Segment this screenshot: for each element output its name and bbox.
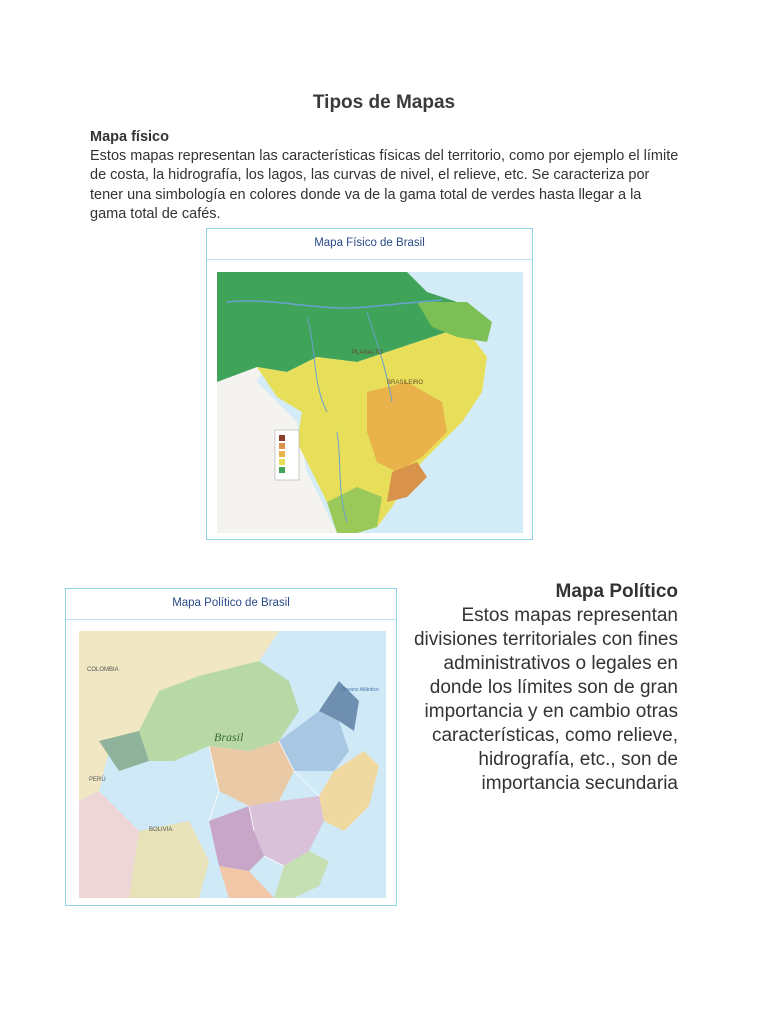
page-title: Tipos de Mapas: [312, 92, 456, 113]
political-map-caption: Mapa Político de Brasil: [66, 589, 396, 620]
political-map-image: [79, 631, 386, 898]
map-label: BOLIVIA: [149, 827, 173, 833]
physical-map-section: [90, 128, 680, 224]
physical-map-description: Estos mapas representan las características físicas del territorio, como por ejemplo el límite de costa, la hidrografía, los lagos, las curvas de nivel, el relieve, etc. Se caracteriza por tener una simbología en colores donde va de la gama total de verdes hasta llegar a la gama total de cafés.: [90, 148, 679, 222]
map-label: Oceano Atlântico: [341, 687, 379, 693]
physical-map-figure: [206, 228, 533, 540]
political-map-heading: Mapa Político: [555, 581, 678, 602]
physical-map-heading: Mapa físico: [90, 129, 169, 145]
political-map-description: Estos mapas representan divisiones territoriales con fines administrativos o legales en donde los límites son de gran importancia y en cambio otras características, como relieve, hidrografía, etc., son de importancia secundaria: [413, 605, 678, 794]
physical-map-caption: Mapa Físico de Brasil: [207, 229, 532, 260]
map-label: BRASILEIRO: [387, 380, 424, 386]
map-label: COLOMBIA: [87, 667, 119, 673]
physical-map-image: [217, 272, 523, 533]
map-label: PERÚ: [89, 777, 106, 783]
map-label: Brasil: [214, 730, 244, 744]
political-map-section: [405, 580, 678, 796]
map-label: PLANALTO: [352, 350, 383, 356]
political-map-figure: [65, 588, 397, 906]
